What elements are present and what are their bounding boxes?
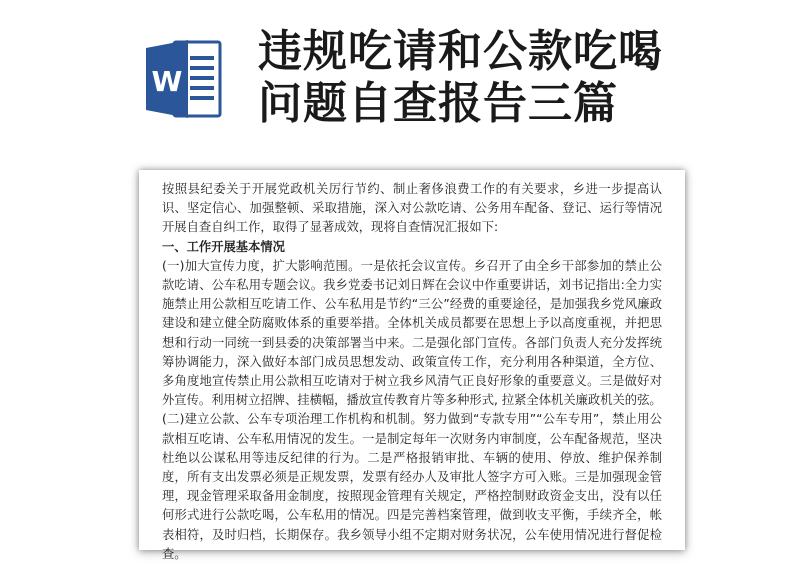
page-title-line-2: 问题自查报告三篇 [258,78,618,129]
word-icon-letter: W [151,65,183,98]
page-title [258,26,778,130]
document-paragraph-intro: 按照县纪委关于开展党政机关厉行节约、制止奢侈浪费工作的有关要求，乡进一步提高认识、坚定信心、加强整顿、采取措施，深入对公款吃请、公务用车配备、登记、运行等情况开展自查自纠工作，取得了显著成效，现将自查情况汇报如下: [162,182,662,235]
document-paragraph-2: (二)建立公款、公车专项治理工作机构和机制。努力做到“专款专用”“公车专用”，禁止用公款相互吃请、公车私用情况的发生。一是制定每年一次财务内审制度，公车配备规范，坚决杜绝以公谋私用等违反纪律的行为。二是严格报销审批、车辆的使用、停放、维护保养制度，所有支出发票必须是正规发票，发票有经办人及审批人签字方可入账。三是加强现金管理，现金管理采取备用金制度，按照现金管理有关规定，严格控制财政资金支出，没有以任何形式进行公款吃喝，公车私用的情况。四是完善档案管理，做到收支平衡，手续齐全，帐表相符，及时归档，长期保存。我乡领导小组不定期对财务状况，公车使用情况进行督促检查。 [162,412,662,561]
document-paragraph-1: (一)加大宣传力度，扩大影响范围。一是依托会议宣传。乡召开了由全乡干部参加的禁止公款吃请、公车私用专题会议。我乡党委书记刘日辉在会议中作重要讲话，刘书记指出:全力实施禁止用公款相互吃请工作、公车私用是节约“三公”经费的重要途径，是加强我乡党风廉政建设和建立健全防腐败体系的重要举措。全体机关成员都要在思想上予以高度重视，并把思想和行动一同统一到县委的决策部署当中来。二是强化部门宣传。各部门负责人充分发挥统筹协调能力，深入做好本部门成员思想发动、政策宣传工作，充分利用各种渠道，全方位、多角度地宣传禁止用公款相互吃请对于树立我乡风清气正良好形象的重要意义。三是做好对外宣传。利用树立招牌、挂横幅，播放宣传教育片等多种形式, 拉紧全体机关廉政机关的弦。 [162,258,662,408]
word-document-icon [144,36,224,122]
document-section-heading: 一、工作开展基本情况 [162,239,285,254]
page-title-line-1: 违规吃请和公款吃喝 [258,26,663,77]
document-body [162,180,662,564]
header [0,0,800,160]
